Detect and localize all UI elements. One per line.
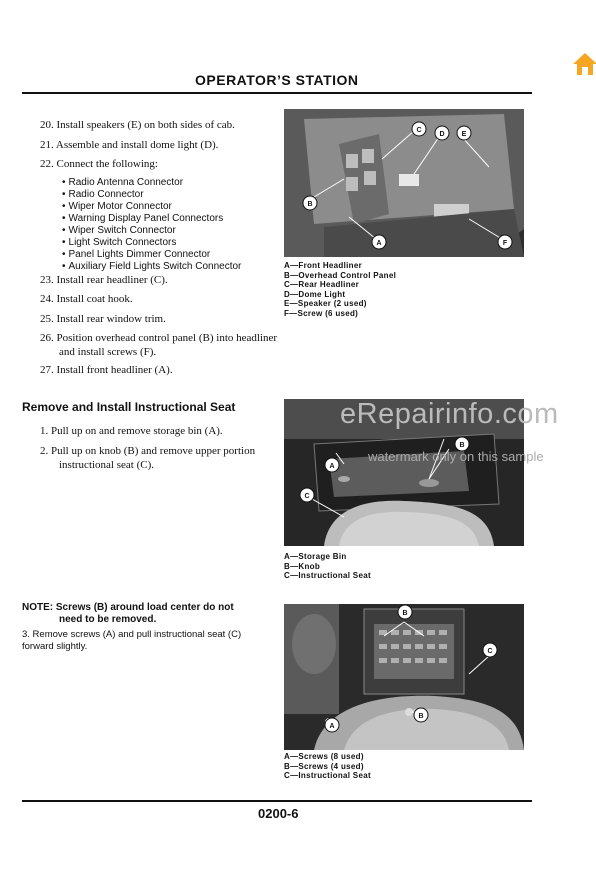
legend-item: A—Storage Bin [284, 552, 347, 561]
connector-item: • Wiper Motor Connector [62, 201, 172, 213]
section-heading: Remove and Install Instructional Seat [22, 400, 236, 414]
connector-item: • Warning Display Panel Connectors [62, 213, 223, 225]
callout-c-label: C [416, 127, 422, 134]
seat-step-2-cont: instructional seat (C). [59, 459, 155, 471]
step-25: 25. Install rear window trim. [40, 313, 166, 325]
step-24: 24. Install coat hook. [40, 293, 133, 305]
seat-step-3-cont: forward slightly. [22, 641, 88, 652]
headliner-photo [284, 109, 524, 257]
note-line-2: need to be removed. [59, 614, 157, 625]
seat-step-2: 2. Pull up on knob (B) and remove upper portion [40, 445, 256, 457]
connector-item: • Light Switch Connectors [62, 237, 176, 249]
footer-rule [22, 800, 532, 802]
legend-item: C—Rear Headliner [284, 280, 360, 289]
connector-item: • Radio Connector [62, 189, 144, 201]
legend-item: D—Dome Light [284, 289, 346, 299]
header-rule [22, 92, 532, 94]
page-number: 0200-6 [258, 806, 299, 821]
callout-a-label: A [329, 463, 335, 470]
legend-item: B—Screws (4 used) [284, 761, 364, 771]
page-title: OPERATOR’S STATION [195, 72, 359, 88]
step-21: 21. Assemble and install dome light (D). [40, 139, 219, 151]
connector-item: • Auxiliary Field Lights Switch Connector [62, 261, 241, 273]
callout-f-label: F [502, 240, 508, 247]
legend-item: A—Screws (8 used) [284, 752, 364, 761]
step-26-cont: and install screws (F). [59, 346, 157, 358]
home-icon[interactable] [572, 52, 596, 76]
callout-e-label: E [461, 131, 467, 138]
callout-c-label: C [487, 648, 493, 655]
load-center-photo [284, 604, 524, 750]
callout-d-label: D [439, 131, 445, 138]
callout-a-label: A [329, 723, 335, 730]
callout-b-label: B [418, 713, 424, 720]
legend-item: B—Knob [284, 561, 321, 571]
callout-b-label: B [459, 442, 465, 449]
legend-item: B—Overhead Control Panel [284, 270, 397, 280]
legend-item: F—Screw (6 used) [284, 308, 359, 318]
connector-item: • Wiper Switch Connector [62, 225, 176, 237]
step-26: 26. Position overhead control panel (B) into headliner [40, 332, 278, 344]
connector-item: • Radio Antenna Connector [62, 177, 183, 189]
watermark: eRepairinfo.com [340, 398, 559, 430]
seat-step-1: 1. Pull up on and remove storage bin (A). [40, 425, 223, 437]
connector-item: • Panel Lights Dimmer Connector [62, 249, 210, 261]
step-27: 27. Install front headliner (A). [40, 364, 173, 376]
seat-step-3: 3. Remove screws (A) and pull instructional seat (C) [22, 629, 242, 640]
callout-b-label: B [307, 201, 313, 208]
legend-item: C—Instructional Seat [284, 571, 371, 580]
legend-item: C—Instructional Seat [284, 771, 371, 780]
step-22: 22. Connect the following: [40, 158, 158, 170]
step-20: 20. Install speakers (E) on both sides of cab. [40, 119, 235, 131]
legend-item: A—Front Headliner [284, 261, 362, 270]
callout-a-label: A [376, 240, 382, 247]
callout-c-label: C [304, 493, 310, 500]
note-line-1: NOTE: Screws (B) around load center do not [22, 602, 234, 613]
step-23: 23. Install rear headliner (C). [40, 274, 168, 286]
callout-b-label: B [402, 610, 408, 617]
watermark-note: watermark only on this sample [368, 449, 544, 464]
legend-item: E—Speaker (2 used) [284, 299, 367, 308]
